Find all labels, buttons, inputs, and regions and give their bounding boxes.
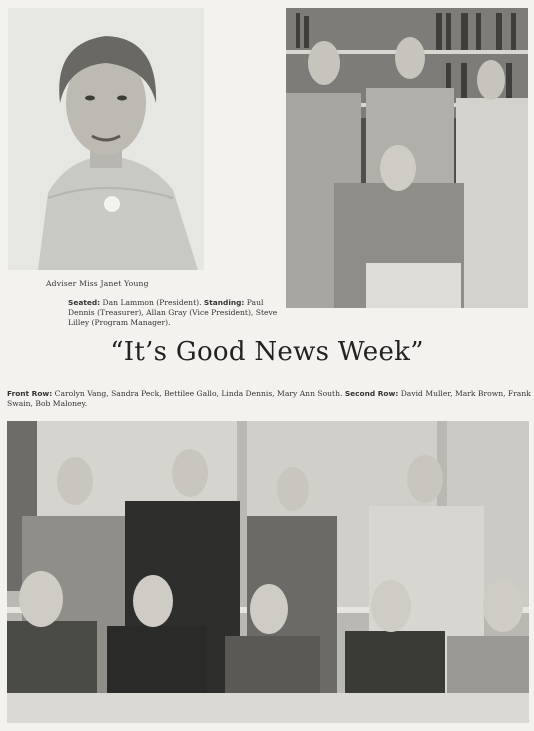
officers-photo (286, 8, 528, 308)
group-photo (7, 421, 529, 723)
seated-label: Seated: (68, 298, 101, 307)
front-row-label: Front Row: (7, 389, 53, 398)
front-row-names: Carolyn Vang, Sandra Peck, Bettilee Gallo, Linda Dennis, Mary Ann South. (52, 389, 345, 398)
seated-names: Dan Lammon (President). (100, 298, 204, 307)
group-caption (7, 389, 531, 409)
second-row-label: Second Row: (344, 389, 399, 398)
standing-label: Standing: (203, 298, 245, 307)
standing-names: Paul Dennis (Treasurer), Allan Gray (Vice President), Steve Lilley (Program Manager). (68, 298, 278, 327)
adviser-caption: Adviser Miss Janet Young (46, 279, 149, 288)
adviser-photo (8, 8, 204, 270)
second-row-names: David Muller, Mark Brown, Frank Swain, Bob Maloney. (7, 389, 531, 408)
page-title: “It’s Good News Week” (110, 337, 424, 367)
officers-caption (68, 298, 288, 328)
